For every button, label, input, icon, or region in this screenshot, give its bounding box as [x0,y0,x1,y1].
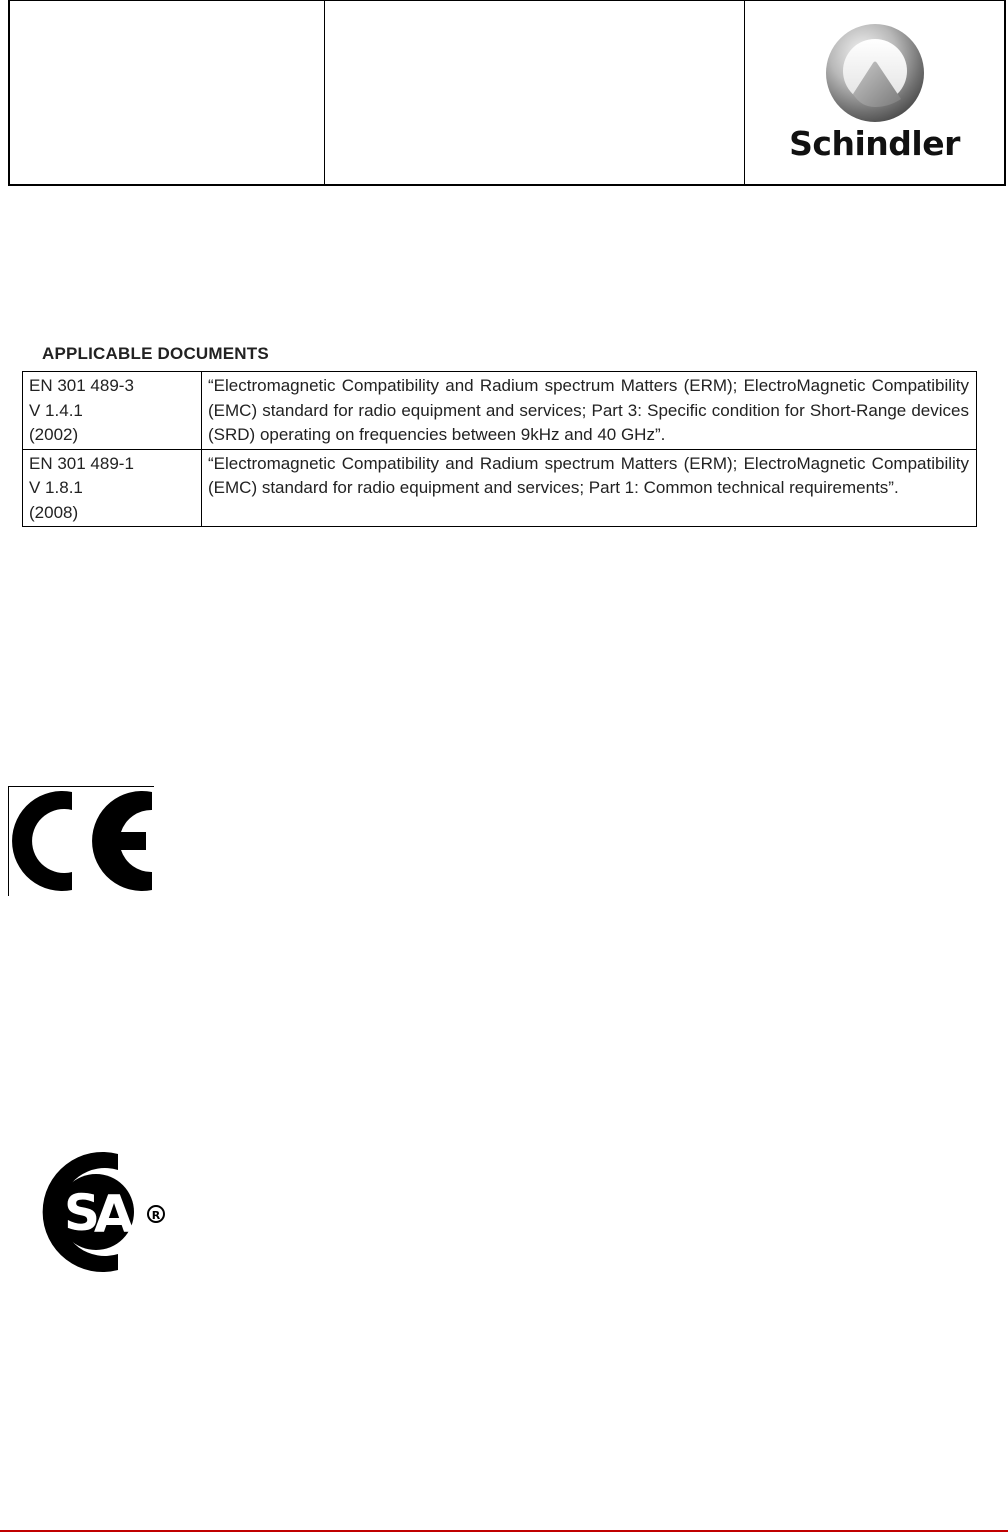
footer-rule [0,1530,1008,1532]
document-description: “Electromagnetic Compatibility and Radium spectrum Matters (ERM); ElectroMagnetic Compatibility (EMC) standard for radio equipment and services; Part 1: Common technical requirements”. [202,449,977,527]
svg-text:A: A [93,1185,135,1245]
document-reference [23,372,202,450]
table-row [23,372,977,450]
standard-year: (2008) [29,502,79,522]
logo-wordmark: Schindler [789,124,960,163]
standard-version: V 1.4.1 [29,400,83,420]
csa-mark-icon [38,1150,170,1274]
document-header [8,0,1006,186]
header-cell-logo [745,1,1004,184]
applicable-documents-table [22,371,977,527]
standard-version: V 1.8.1 [29,478,83,497]
svg-text:S: S [63,1184,101,1242]
svg-text:R: R [151,1209,161,1222]
standard-year: (2002) [29,425,79,444]
header-cell-middle [325,1,745,184]
standard-number: EN 301 489-3 [29,376,134,395]
standard-number: EN 301 489-1 [29,453,134,473]
schindler-logo [785,21,965,163]
table-row [23,449,977,527]
header-cell-left [10,1,325,184]
document-description: “Electromagnetic Compatibility and Radium spectrum Matters (ERM); ElectroMagnetic Compatibility (EMC) standard for radio equipment and services; Part 3: Specific condition for Short-Range devices (SRD) operating on frequencies between 9kHz and 40 GHz”. [202,372,977,450]
applicable-documents-heading: APPLICABLE DOCUMENTS [42,344,269,363]
schindler-logo-icon [823,21,927,125]
document-reference [23,449,202,527]
ce-mark-icon [8,786,154,896]
